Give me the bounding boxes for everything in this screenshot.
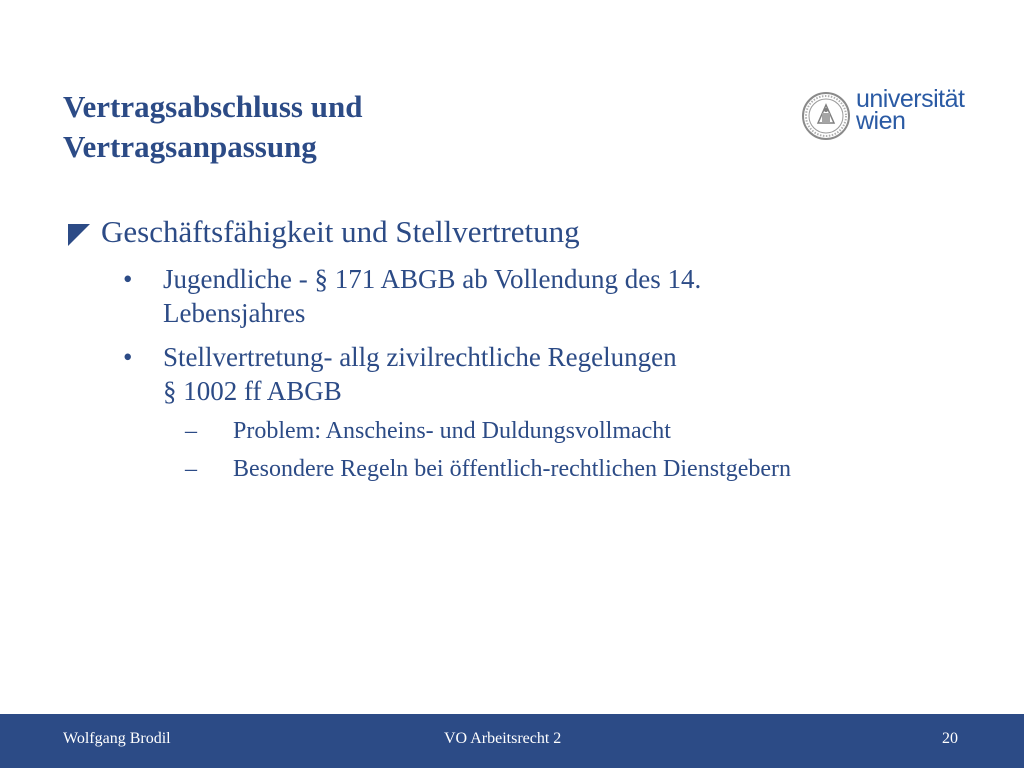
title-line-2: Vertragsanpassung [63,129,317,164]
sub-bullet-item [63,454,983,484]
slide-content [63,212,983,484]
bullet-text-line-2: § 1002 ff ABGB [163,376,342,406]
logo-text-line-2: wien [856,107,906,135]
sub-bullet-text: Besondere Regeln bei öffentlich-rechtlichen Dienstgebern [233,456,792,482]
dash-symbol: – [185,456,197,482]
logo-text-line-1: universität [856,85,965,113]
bullet-item [63,340,983,408]
footer-author: Wolfgang Brodil [63,730,171,747]
bullet-item [63,262,983,330]
slide-title [63,87,623,167]
bullet-text-line-1: Stellvertretung- allg zivilrechtliche Regelungen [163,342,677,372]
main-bullet [63,212,983,252]
university-seal-icon [801,91,851,141]
sub-bullet-text: Problem: Anscheins- und Duldungsvollmacht [233,418,671,444]
slide-footer [0,714,1024,768]
logo-wordmark [856,85,965,135]
title-line-1: Vertragsabschluss und [63,89,363,124]
sub-bullet-item [63,416,983,446]
bullet-text-line-2: Lebensjahres [163,298,306,328]
bullet-text-line-1: Jugendliche - § 171 ABGB ab Vollendung des 14. [163,264,702,294]
triangle-bullet-icon [68,224,90,246]
dash-symbol: – [185,418,197,444]
bullet-symbol: • [123,342,133,372]
bullet-symbol: • [123,264,133,294]
main-bullet-text: Geschäftsfähigkeit und Stellvertretung [101,214,580,249]
footer-course: VO Arbeitsrecht 2 [444,730,562,747]
footer-page-number: 20 [942,730,958,747]
university-logo [801,85,981,144]
